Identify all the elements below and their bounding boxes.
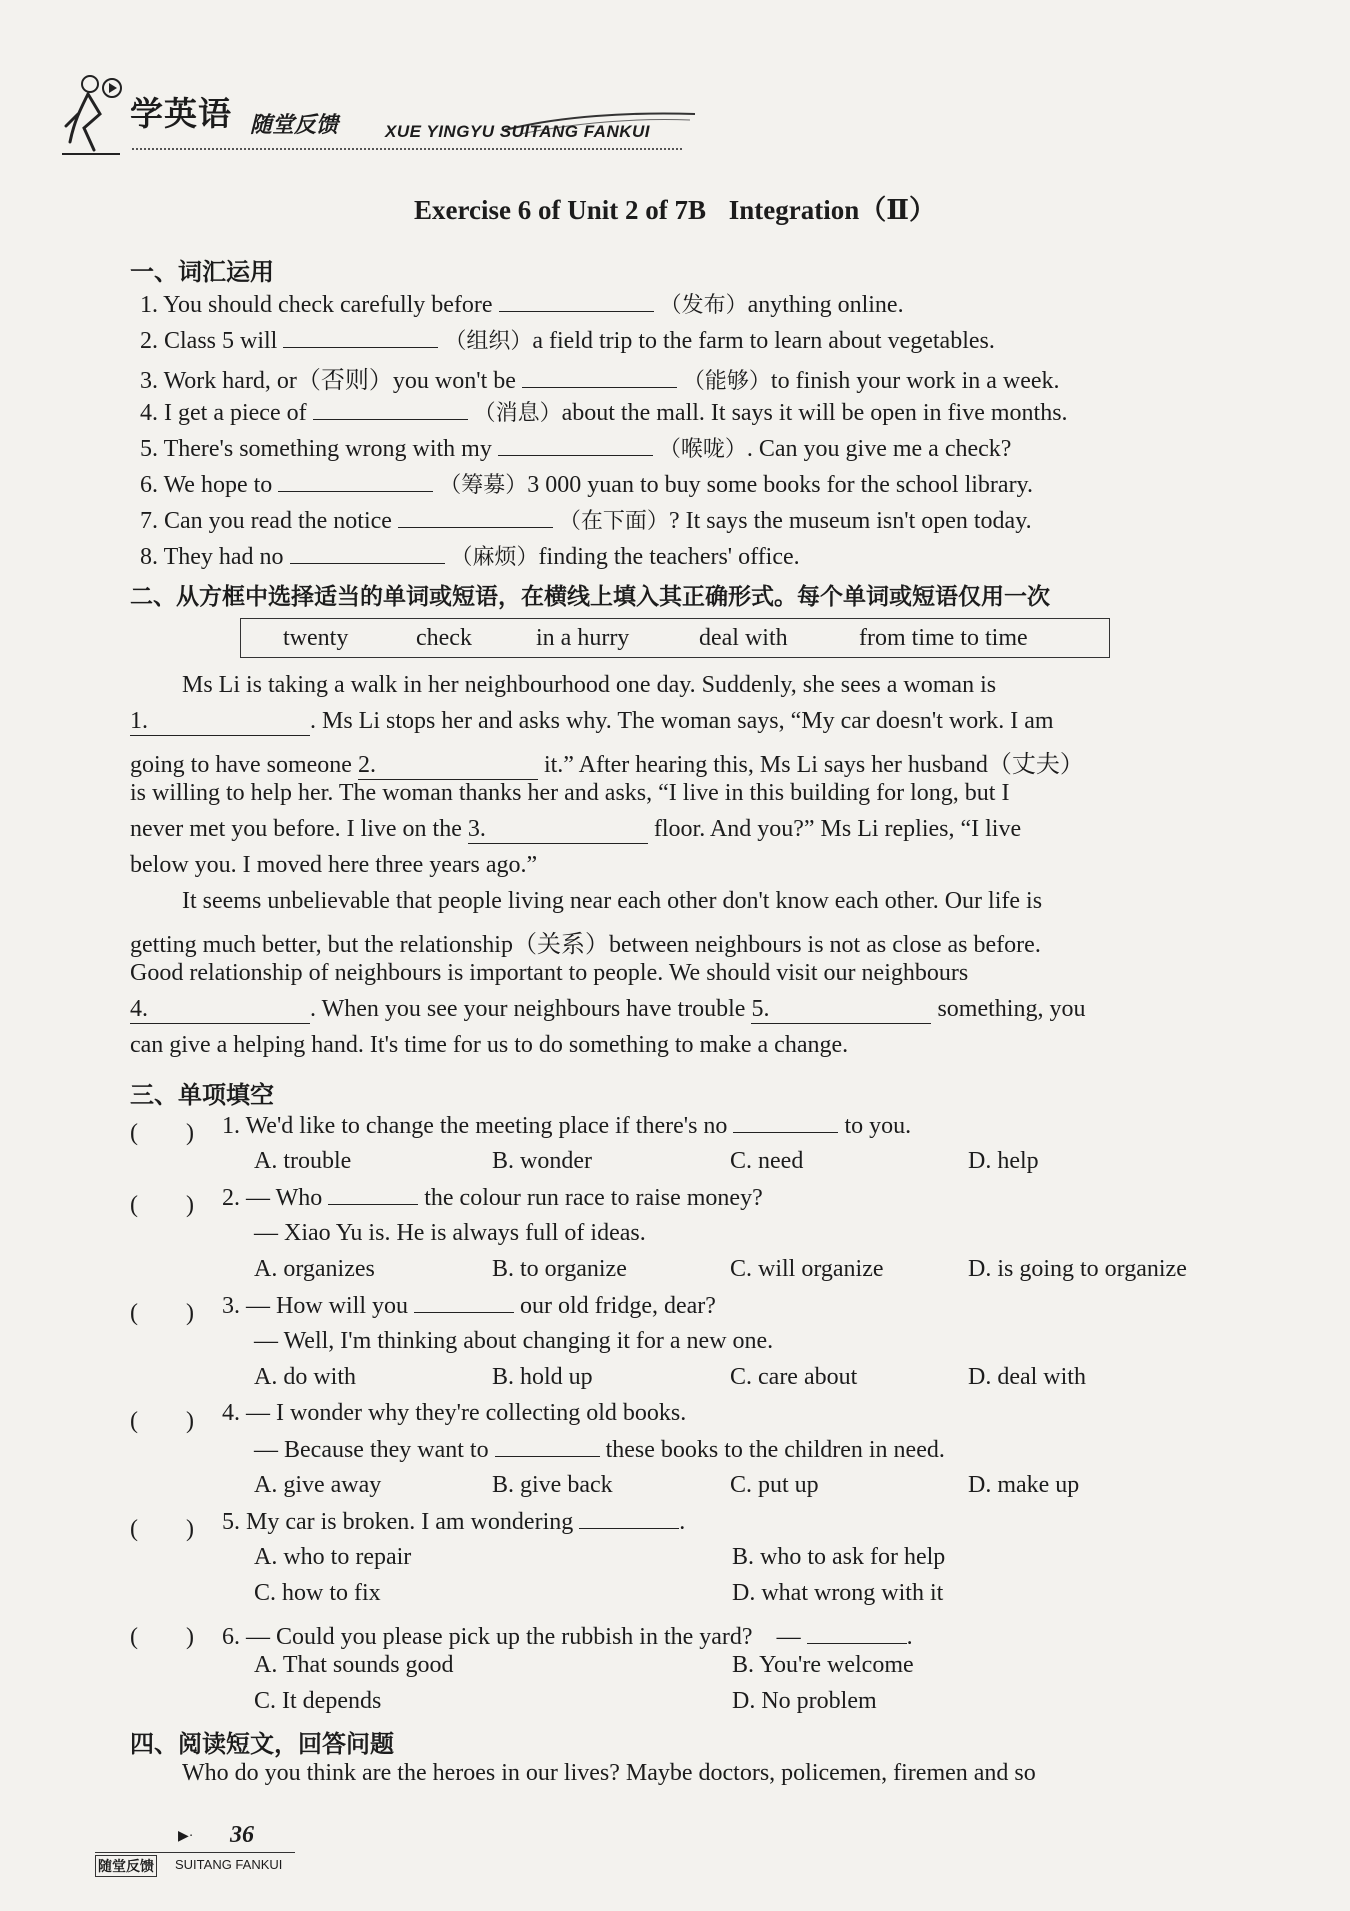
passage-line bbox=[130, 960, 968, 987]
question-text: 1. We'd like to change the meeting place if there's no bbox=[222, 1113, 728, 1139]
vocab-item-text: a field trip to the farm to learn about vegetables. bbox=[532, 328, 995, 354]
option-a[interactable]: A. trouble bbox=[254, 1148, 352, 1174]
answer-blank[interactable] bbox=[807, 1623, 907, 1644]
passage-text: floor. And you?” Ms Li replies, “I live bbox=[653, 816, 1022, 842]
footer-tag-en: SUITANG FANKUI bbox=[175, 1857, 283, 1872]
answer-blank[interactable] bbox=[290, 543, 445, 564]
passage-line bbox=[130, 924, 1041, 959]
vocab-item-text: 3 000 yuan to buy some books for the school library. bbox=[527, 472, 1033, 498]
answer-blank[interactable] bbox=[358, 752, 538, 780]
passage-text: something, you bbox=[937, 996, 1086, 1022]
vocab-item-text: anything online. bbox=[747, 292, 904, 318]
option-c[interactable]: C. how to fix bbox=[254, 1580, 381, 1606]
option-d[interactable]: D. help bbox=[968, 1148, 1039, 1174]
passage-text: can give a helping hand. It's time for us to do something to make a change. bbox=[130, 1032, 849, 1058]
question-text: . bbox=[906, 1624, 913, 1650]
footer-tag bbox=[95, 1852, 295, 1875]
option-b[interactable]: B. hold up bbox=[492, 1364, 593, 1390]
question-text: these books to the children in need. bbox=[605, 1437, 945, 1463]
answer-blank[interactable] bbox=[498, 435, 653, 456]
vocab-item-text: . Can you give me a check? bbox=[746, 436, 1012, 462]
section2-heading: 二、从方框中选择适当的单词或短语，在横线上填入其正确形式。每个单词或短语仅用一次 bbox=[130, 584, 1050, 610]
vocab-hint: （喉咙） bbox=[658, 437, 747, 462]
option-d[interactable]: D. No problem bbox=[732, 1688, 877, 1714]
option-b[interactable]: B. wonder bbox=[492, 1148, 592, 1174]
passage-text: Good relationship of neighbours is important to people. We should visit our neighbours bbox=[130, 960, 969, 986]
answer-blank[interactable] bbox=[733, 1112, 838, 1133]
header-subtitle-cn: 随堂反馈 bbox=[250, 113, 339, 138]
option-b[interactable]: B. give back bbox=[492, 1472, 613, 1498]
vocab-item-text: 2. Class 5 will bbox=[140, 328, 278, 354]
answer-blank[interactable] bbox=[398, 507, 553, 528]
word-bank-item: from time to time bbox=[859, 625, 1028, 651]
question-stem bbox=[222, 1112, 911, 1140]
vocab-item bbox=[140, 432, 1011, 463]
passage-line bbox=[130, 744, 1084, 780]
exercise-title bbox=[0, 188, 1350, 227]
answer-paren[interactable]: ( ) bbox=[130, 1408, 194, 1434]
vocab-item bbox=[140, 540, 800, 571]
book-header bbox=[60, 70, 660, 165]
passage-line bbox=[182, 672, 996, 699]
option-d[interactable]: D. make up bbox=[968, 1472, 1080, 1498]
vocab-hint: （消息） bbox=[473, 401, 562, 426]
question-stem: 4. — I wonder why they're collecting old books. bbox=[222, 1400, 687, 1426]
passage-line bbox=[182, 888, 1042, 915]
vocab-item bbox=[140, 396, 1068, 427]
vocab-item bbox=[140, 288, 904, 319]
question-line2: — Well, I'm thinking about changing it for a new one. bbox=[254, 1328, 774, 1354]
option-b[interactable]: B. to organize bbox=[492, 1256, 627, 1282]
vocab-item-text: 6. We hope to bbox=[140, 472, 273, 498]
vocab-item bbox=[140, 324, 995, 355]
passage-line bbox=[130, 780, 1009, 807]
blank-number: 3. bbox=[467, 816, 486, 842]
answer-blank[interactable] bbox=[130, 996, 310, 1024]
passage-text: it.” After hearing this, Ms Li says her husband（丈夫） bbox=[543, 752, 1084, 778]
word-bank-item: deal with bbox=[699, 625, 788, 651]
option-c[interactable]: C. It depends bbox=[254, 1688, 382, 1714]
footer-tag-cn: 随堂反馈 bbox=[95, 1855, 157, 1877]
vocab-item-text: 1. You should check carefully before bbox=[140, 292, 493, 318]
passage-text: is willing to help her. The woman thanks her and asks, “I live in this building for long, but I bbox=[130, 780, 1010, 806]
question-stem bbox=[222, 1508, 685, 1536]
page-arrow-icon: ▶· bbox=[178, 1829, 194, 1844]
passage-text: never met you before. I live on the bbox=[130, 816, 462, 842]
answer-blank[interactable] bbox=[283, 327, 438, 348]
question-line2: — Xiao Yu is. He is always full of ideas. bbox=[254, 1220, 646, 1246]
passage-line bbox=[130, 996, 1085, 1024]
answer-blank[interactable] bbox=[495, 1436, 600, 1457]
answer-blank[interactable] bbox=[328, 1184, 418, 1205]
answer-blank[interactable] bbox=[468, 816, 648, 844]
passage-line bbox=[130, 816, 1021, 844]
answer-blank[interactable] bbox=[130, 708, 310, 736]
section1-heading: 一、词汇运用 bbox=[130, 258, 274, 286]
question-text: 5. My car is broken. I am wondering bbox=[222, 1509, 574, 1535]
passage-text: . Ms Li stops her and asks why. The woman says, “My car doesn't work. I am bbox=[310, 708, 1054, 734]
option-d[interactable]: D. deal with bbox=[968, 1364, 1086, 1390]
passage-text: It seems unbelievable that people living near each other don't know each other. Our life is bbox=[182, 888, 1043, 914]
blank-number: 4. bbox=[130, 996, 148, 1022]
blank-number: 5. bbox=[751, 996, 770, 1022]
question-stem bbox=[222, 1184, 763, 1212]
vocab-item bbox=[140, 360, 1060, 395]
option-d[interactable]: D. is going to organize bbox=[968, 1256, 1187, 1282]
header-title-pinyin: XUE YINGYU SUITANG FANKUI bbox=[385, 122, 651, 141]
runner-logo-icon bbox=[60, 70, 130, 160]
vocab-item-text: ? It says the museum isn't open today. bbox=[668, 508, 1032, 534]
question-text: — Because they want to bbox=[254, 1437, 489, 1463]
answer-paren[interactable]: ( ) bbox=[130, 1300, 194, 1326]
vocab-item-text: 7. Can you read the notice bbox=[140, 508, 392, 534]
exercise-title-sub: Integration（Ⅱ） bbox=[728, 195, 936, 225]
word-bank-item: check bbox=[416, 625, 472, 651]
answer-blank[interactable] bbox=[313, 399, 468, 420]
option-a[interactable]: A. do with bbox=[254, 1364, 356, 1390]
section3-heading: 三、单项填空 bbox=[130, 1081, 274, 1109]
vocab-item-text: finding the teachers' office. bbox=[538, 544, 800, 570]
option-c[interactable]: C. care about bbox=[730, 1364, 858, 1390]
vocab-item bbox=[140, 468, 1033, 499]
option-b[interactable]: B. You're welcome bbox=[732, 1652, 914, 1678]
vocab-item bbox=[140, 504, 1032, 535]
answer-paren[interactable]: ( ) bbox=[130, 1120, 194, 1146]
answer-blank[interactable] bbox=[499, 291, 654, 312]
question-text: the colour run race to raise money? bbox=[424, 1185, 763, 1211]
option-b[interactable]: B. who to ask for help bbox=[732, 1544, 946, 1570]
header-title-cn: 学英语 bbox=[130, 94, 232, 133]
answer-blank[interactable] bbox=[522, 367, 677, 388]
exercise-title-main: Exercise 6 of Unit 2 of 7B bbox=[414, 195, 706, 225]
option-a[interactable]: A. That sounds good bbox=[254, 1652, 454, 1678]
word-bank-box bbox=[240, 618, 1110, 658]
question-text: our old fridge, dear? bbox=[520, 1293, 716, 1319]
passage-line bbox=[130, 708, 1054, 736]
question-stem bbox=[222, 1616, 913, 1651]
vocab-hint: （发布） bbox=[659, 293, 748, 318]
answer-blank[interactable] bbox=[751, 996, 931, 1024]
passage-line bbox=[130, 1032, 848, 1059]
vocab-hint: （筹募） bbox=[439, 473, 528, 498]
vocab-item-text: about the mall. It says it will be open in five months. bbox=[561, 400, 1068, 426]
answer-paren[interactable]: ( ) bbox=[130, 1624, 194, 1650]
blank-number: 2. bbox=[357, 752, 376, 778]
blank-number: 1. bbox=[130, 708, 148, 734]
question-text: . bbox=[679, 1509, 686, 1535]
question-text: to you. bbox=[844, 1113, 912, 1139]
answer-blank[interactable] bbox=[278, 471, 433, 492]
question-text: 6. — Could you please pick up the rubbish in the yard? — bbox=[222, 1624, 801, 1650]
option-d[interactable]: D. what wrong with it bbox=[732, 1580, 944, 1606]
vocab-hint: （组织） bbox=[444, 329, 533, 354]
vocab-item-text: 3. Work hard, or（否则）you won't be bbox=[140, 368, 516, 394]
vocab-item-text: 5. There's something wrong with my bbox=[140, 436, 492, 462]
passage-text: Ms Li is taking a walk in her neighbourhood one day. Suddenly, she sees a woman is bbox=[182, 672, 997, 698]
passage-text: . When you see your neighbours have trouble bbox=[310, 996, 746, 1022]
passage-text: getting much better, but the relationship（关系）between neighbours is not as close as before. bbox=[130, 932, 1041, 958]
vocab-hint: （麻烦） bbox=[450, 545, 539, 570]
option-a[interactable]: A. organizes bbox=[254, 1256, 375, 1282]
option-a[interactable]: A. who to repair bbox=[254, 1544, 412, 1570]
passage-line bbox=[130, 852, 537, 879]
vocab-hint: （在下面） bbox=[558, 509, 669, 534]
answer-paren[interactable]: ( ) bbox=[130, 1516, 194, 1542]
word-bank-item: in a hurry bbox=[536, 625, 630, 651]
vocab-item-text: 4. I get a piece of bbox=[140, 400, 307, 426]
answer-blank[interactable] bbox=[414, 1292, 514, 1313]
question-text: 2. — Who bbox=[222, 1185, 323, 1211]
cloze-passage bbox=[130, 672, 1220, 1072]
reading-passage-line: Who do you think are the heroes in our lives? Maybe doctors, policemen, firemen and so bbox=[182, 1760, 1036, 1786]
option-a[interactable]: A. give away bbox=[254, 1472, 382, 1498]
passage-text: below you. I moved here three years ago.” bbox=[130, 852, 538, 878]
vocab-item-text: to finish your work in a week. bbox=[770, 368, 1060, 394]
section4-heading: 四、阅读短文，回答问题 bbox=[130, 1730, 394, 1758]
vocab-item-text: 8. They had no bbox=[140, 544, 284, 570]
word-bank-item: twenty bbox=[283, 625, 349, 651]
option-c[interactable]: C. will organize bbox=[730, 1256, 884, 1282]
question-line2 bbox=[254, 1436, 945, 1464]
answer-paren[interactable]: ( ) bbox=[130, 1192, 194, 1218]
page-number: 36 bbox=[230, 1822, 254, 1848]
header-divider bbox=[132, 148, 682, 150]
question-stem bbox=[222, 1292, 716, 1320]
vocab-hint: （能够） bbox=[682, 369, 771, 394]
passage-text: going to have someone bbox=[130, 752, 352, 778]
question-text: 3. — How will you bbox=[222, 1293, 408, 1319]
option-c[interactable]: C. put up bbox=[730, 1472, 819, 1498]
option-c[interactable]: C. need bbox=[730, 1148, 804, 1174]
answer-blank[interactable] bbox=[579, 1508, 679, 1529]
